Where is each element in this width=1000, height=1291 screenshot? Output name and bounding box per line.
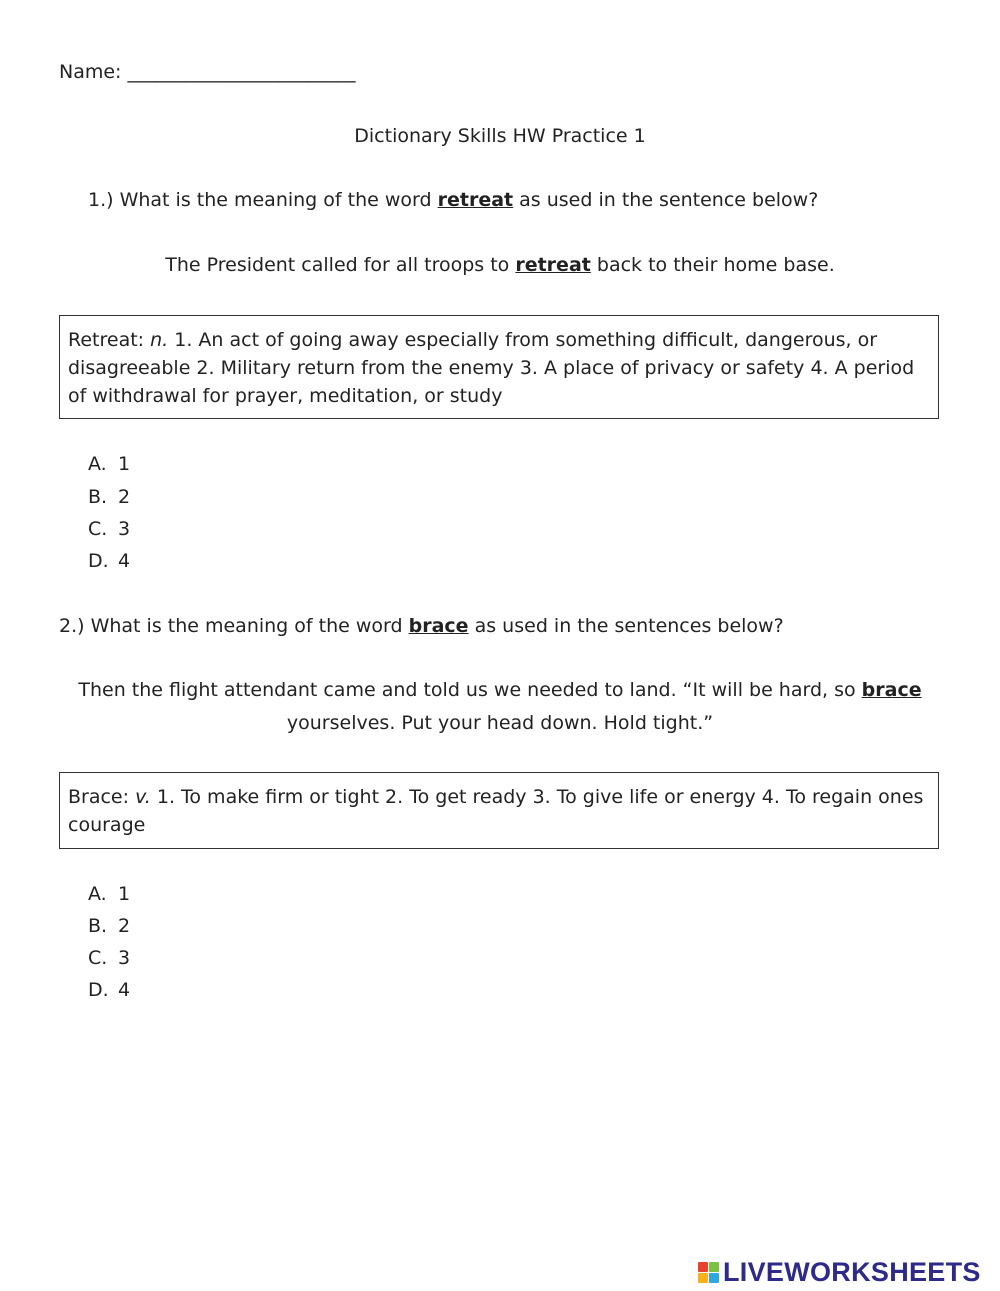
logo-block-3 <box>698 1273 708 1283</box>
question-2-prompt-end: as used in the sentences below? <box>468 615 784 637</box>
question-1-sentence-keyword: retreat <box>515 254 591 276</box>
option-letter: A. <box>88 453 107 475</box>
question-2-definition-box <box>59 772 939 849</box>
question-1-prompt-start: 1.) What is the meaning of the word <box>88 189 438 211</box>
question-2-option-b[interactable] <box>88 915 130 937</box>
option-letter: D. <box>88 979 109 1001</box>
question-1-keyword: retreat <box>437 189 514 211</box>
liveworksheets-logo[interactable] <box>698 1257 981 1287</box>
option-value: 3 <box>118 518 131 540</box>
logo-block-2 <box>709 1262 719 1272</box>
option-value: 4 <box>118 550 131 572</box>
question-2-sentence-line-2: yourselves. Put your head down. Hold tight.” <box>286 712 714 734</box>
option-letter: C. <box>88 947 108 969</box>
definition-2-part-of-speech: v. <box>135 786 151 808</box>
question-2-prompt <box>59 615 784 637</box>
option-letter: B. <box>88 915 108 937</box>
question-1-option-c[interactable] <box>88 518 130 540</box>
option-letter: A. <box>88 883 107 905</box>
question-1-sentence-start: The President called for all troops to <box>165 254 516 276</box>
question-2-keyword: brace <box>408 615 469 637</box>
option-value: 4 <box>118 979 131 1001</box>
question-1-definition-box <box>59 315 939 419</box>
logo-text: LIVEWORKSHEETS <box>723 1256 981 1287</box>
question-2-sentence-start: Then the flight attendant came and told us we needed to land. “It will be hard, so <box>78 679 862 701</box>
option-value: 2 <box>118 486 131 508</box>
option-value: 3 <box>118 947 131 969</box>
logo-block-4 <box>709 1273 719 1283</box>
question-1-sentence-end: back to their home base. <box>590 254 835 276</box>
option-letter: C. <box>88 518 108 540</box>
question-1-sentence <box>0 254 1000 276</box>
name-field-label: Name: ________________________ <box>59 61 356 83</box>
option-value: 1 <box>118 453 131 475</box>
option-value: 2 <box>118 915 131 937</box>
definition-1-senses: 1. An act of going away especially from something difficult, dangerous, or disagreeable 2. Military return from the enemy 3. A place of privacy or safety 4. A period of withdrawal for prayer, meditation, or study <box>68 329 915 407</box>
option-letter: B. <box>88 486 108 508</box>
logo-block-1 <box>698 1262 708 1272</box>
option-letter: D. <box>88 550 109 572</box>
option-value: 1 <box>118 883 131 905</box>
question-2-option-a[interactable] <box>88 883 130 905</box>
definition-1-part-of-speech: n. <box>150 329 169 351</box>
question-2-option-d[interactable] <box>88 979 130 1001</box>
question-1-prompt-end: as used in the sentence below? <box>513 189 819 211</box>
page-title: Dictionary Skills HW Practice 1 <box>354 125 646 147</box>
definition-2-headword: Brace: <box>68 786 136 808</box>
definition-2-senses: 1. To make firm or tight 2. To get ready 3. To give life or energy 4. To regain ones courage <box>68 786 924 836</box>
question-1-option-d[interactable] <box>88 550 130 572</box>
question-2-sentence-keyword: brace <box>861 679 922 701</box>
definition-1-headword: Retreat: <box>68 329 151 351</box>
question-1-option-a[interactable] <box>88 453 130 475</box>
question-2-option-c[interactable] <box>88 947 130 969</box>
question-1-prompt <box>88 189 818 211</box>
question-1-option-b[interactable] <box>88 486 130 508</box>
question-2-sentence-line-1 <box>0 679 1000 701</box>
question-2-prompt-start: 2.) What is the meaning of the word <box>59 615 409 637</box>
logo-blocks-icon <box>698 1262 719 1283</box>
